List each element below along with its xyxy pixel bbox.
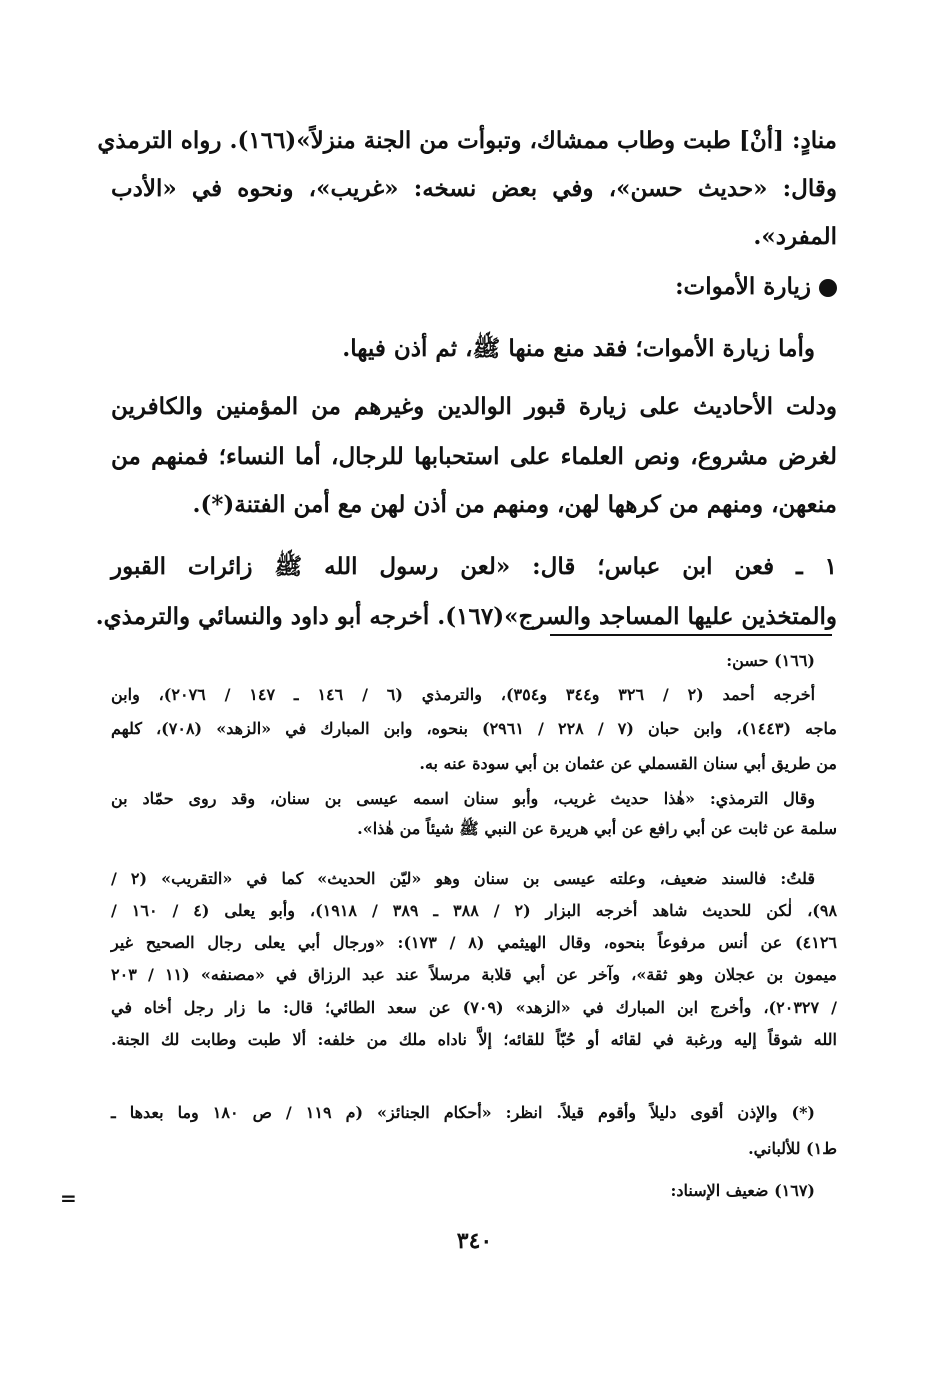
- main-line: منادٍ: [أنْ] طبت وطاب ممشاك، وتبوأت من الجنة منزلاً»(١٦٦). رواه الترمذي: [97, 127, 837, 154]
- main-line: لغرض مشروع، ونص العلماء على استحبابها للرجال، أما النساء؛ فمنهم من: [111, 443, 837, 470]
- main-line: المفرد».: [753, 223, 837, 250]
- footnote-heading: (١٦٧) ضعيف الإسناد:: [670, 1181, 815, 1200]
- bullet-icon: [819, 279, 837, 297]
- footnote-line: (*) والإذن أقوى دليلاً وأقوم قيلاً. انظر: «أحكام الجنائز» (م ١١٩ / ص ١٨٠ وما بعدها ـ: [111, 1103, 816, 1122]
- footnote-line: قلتُ: فالسند ضعيف، وعلته عيسى بن سنان وهو «ليّن الحديث» كما في «التقريب» (٢ /: [111, 869, 815, 888]
- footnote-line: الله شوقاً إليه ورغبة في لقائه أو حُبّاً للقائه؛ إلاَّ ناداه ملك من خلفه: ألا طبت وطابت لك الجنة.: [111, 1030, 837, 1049]
- footnote-line: سلمة عن ثابت عن أبي رافع عن أبي هريرة عن النبي ﷺ شيئاً من هٰذا».: [357, 819, 837, 838]
- footnote-line: وقال الترمذي: «هٰذا حديث غريب، وأبو سنان اسمه عيسى بن سنان، وقد روى حمّاد بن: [111, 789, 815, 808]
- main-line: ١ ـ فعن ابن عباس؛ قال: «لعن رسول الله ﷺ زائرات القبور: [111, 553, 837, 580]
- main-line: والمتخذين عليها المساجد والسرج»(١٦٧). أخرجه أبو داود والنسائي والترمذي.: [95, 603, 837, 630]
- main-line: وقال: «حديث حسن»، وفي بعض نسخه: «غريب»، ونحوه في «الأدب: [111, 175, 837, 202]
- footnote-line: من طريق أبي سنان القسملي عن عثمان بن أبي سودة عنه به.: [419, 754, 837, 773]
- section-heading: [111, 270, 837, 304]
- footnote-line: ميمون بن عجلان وهو ثقة»، وآخر عن أبي قلابة مرسلاً عند عبد الرزاق في «مصنفه» (١١ / ٢٠٣: [111, 965, 837, 984]
- main-line: وأما زيارة الأموات؛ فقد منع منها ﷺ، ثم أذن فيها.: [342, 335, 815, 362]
- footnote-line: / ٢٠٣٢٧)، وأخرج ابن المبارك في «الزهد» (٧٠٩) عن سعد الطائي؛ قال: ما زار رجل أخاه في: [111, 998, 838, 1017]
- footnote-line: ٤١٢٦) عن أنس مرفوعاً بنحوه، وقال الهيثمي (٨ / ١٧٣): «ورجال أبي يعلى رجال الصحيح غير: [111, 933, 838, 952]
- footnote-line: ٩٨)، لٰكن للحديث شاهد أخرجه البزار (٢ / ٣٨٨ ـ ٣٨٩ / ١٩١٨)، وأبو يعلى (٤ / ١٦٠ /: [111, 901, 838, 920]
- continuation-mark: =: [60, 1186, 77, 1210]
- footnote-separator: [550, 634, 832, 636]
- footnote-line: ط١) للألباني.: [748, 1139, 837, 1158]
- footnote-heading: (١٦٦) حسن:: [726, 651, 815, 670]
- page-number: ٣٤٠: [456, 1228, 493, 1254]
- footnote-line: أخرجه أحمد (٢ / ٣٢٦ و٣٤٤ و٣٥٤)، والترمذي (٦ / ١٤٦ ـ ١٤٧ / ٢٠٧٦)، وابن: [111, 685, 816, 704]
- heading-text: زيارة الأموات:: [675, 273, 811, 300]
- main-line: منعهن، ومنهم من كرهها لهن، ومنهم من أذن لهن مع أمن الفتنة(*).: [192, 491, 837, 518]
- main-line: ودلت الأحاديث على زيارة قبور الوالدين وغيرهم من المؤمنين والكافرين: [111, 393, 837, 420]
- footnote-line: ماجه (١٤٤٣)، وابن حبان (٧ / ٢٢٨ / ٢٩٦١) بنحوه، وابن المبارك في «الزهد» (٧٠٨)، كلهم: [111, 719, 838, 738]
